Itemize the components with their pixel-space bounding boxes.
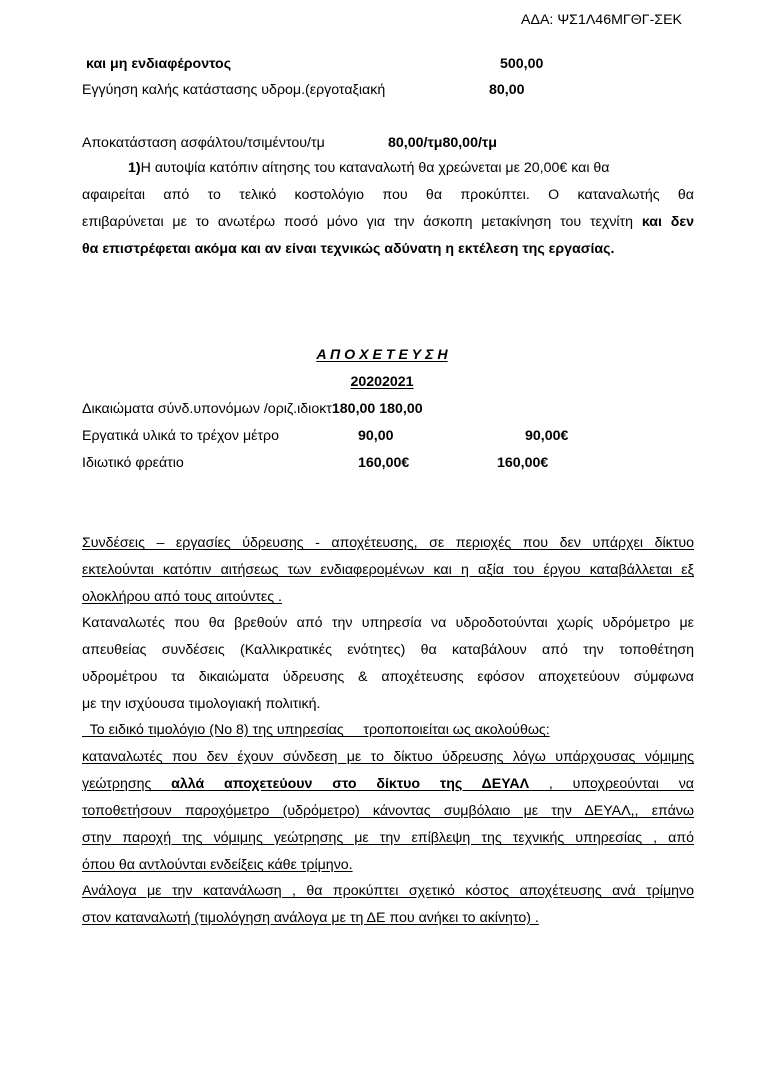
- fee-value: 80,00/τμ80,00/τμ: [388, 135, 497, 151]
- sewer-value-2020: 180,00: [331, 401, 376, 417]
- paragraph-line: τοποθετήσουν παροχόμετρο (υδρόμετρο) κάνοντας συμβόλαιο με την ΔΕΥΑΛ,, επάνω: [82, 803, 694, 819]
- paragraph-line: Συνδέσεις – εργασίες ύδρευσης - αποχέτευσης, σε περιοχές που δεν υπάρχει δίκτυο: [82, 535, 694, 551]
- fee-value: 500,00: [500, 56, 544, 72]
- sewer-value-2021: 160,00€: [497, 455, 549, 471]
- note-text: επιβαρύνεται με το ανωτέρω ποσό μόνο για την άσκοπη μετακίνηση του τεχνίτη: [82, 214, 642, 230]
- note-line: αφαιρείται από το τελικό κοστολόγιο που θα προκύπτει. Ο καταναλωτής θα: [82, 187, 694, 203]
- paragraph-bold-text: αλλά αποχετεύουν στο δίκτυο της ΔΕΥΑΛ: [171, 776, 530, 792]
- paragraph-intro: Το ειδικό τιμολόγιο (Νο 8) της υπηρεσίας τροποποιείται ως ακολούθως:: [82, 722, 550, 738]
- paragraph-line: Καταναλωτές που θα βρεθούν από την υπηρεσία να υδροδοτούνται χωρίς υδρόμετρο με: [82, 615, 694, 631]
- paragraph-line: με την ισχύουσα τιμολογιακή πολιτική.: [82, 696, 321, 712]
- paragraph-line: ολοκλήρου από τους αιτούντες .: [82, 589, 282, 605]
- fee-label: Αποκατάσταση ασφάλτου/τσιμέντου/τμ: [82, 135, 325, 151]
- note-number: 1): [128, 160, 141, 176]
- sewer-value-2021: 180,00: [379, 401, 423, 417]
- note-text: Η αυτοψία κατόπιν αίτησης του καταναλωτή θα χρεώνεται με 20,00€ και θα: [140, 160, 610, 176]
- paragraph-text: , υποχρεούνται να: [529, 776, 694, 792]
- paragraph-line: [82, 776, 694, 792]
- paragraph-line: στην παροχή της νόμιμης γεώτρησης με την επίβλεψη της τεχνικής υπηρεσίας , από: [82, 830, 694, 846]
- paragraph-line: Ανάλογα με την κατανάλωση , θα προκύπτει σχετικό κόστος αποχέτευσης ανά τρίμηνο: [82, 883, 694, 899]
- paragraph-line: υδρομέτρου τα δικαιώματα ύδρευσης & αποχέτευσης εφόσον αποχετεύουν σύμφωνα: [82, 669, 694, 685]
- note-line-bold: θα επιστρέφεται ακόμα και αν είναι τεχνικώς αδύνατη η εκτέλεση της εργασίας.: [82, 241, 615, 257]
- sewer-value-2021: 90,00€: [525, 428, 569, 444]
- paragraph-text: γεώτρησης: [82, 776, 172, 792]
- paragraph-line: καταναλωτές που δεν έχουν σύνδεση με το δίκτυο ύδρευσης λόγω υπάρχουσας νόμιμης: [82, 749, 694, 765]
- note-bold-text: και δεν: [641, 214, 694, 230]
- paragraph-line: εκτελούνται κατόπιν αιτήσεως των ενδιαφερομένων και η αξία του έργου καταβάλλεται εξ: [82, 562, 694, 578]
- paragraph-line: απευθείας συνδέσεις (Καλλικρατικές ενότητες) θα καταβάλουν από την τοποθέτηση: [82, 642, 694, 658]
- fee-value: 80,00: [489, 82, 525, 98]
- section-title: Α Π Ο Χ Ε Τ Ε Υ Σ Η: [316, 347, 448, 363]
- paragraph-line: στον καταναλωτή (τιμολόγηση ανάλογα με τη ΔΕ που ανήκει το ακίνητο) .: [82, 910, 539, 926]
- fee-label: Εγγύηση καλής κατάστασης υδρομ.(εργοταξιακή: [82, 82, 386, 98]
- sewer-row-label: Δικαιώματα σύνδ.υπονόμων /οριζ.ιδιοκτ: [82, 401, 332, 417]
- sewer-row: [82, 401, 423, 417]
- sewer-value-2020: 90,00: [358, 428, 394, 444]
- sewer-value-2020: 160,00€: [358, 455, 410, 471]
- sewer-row-label: Εργατικά υλικά το τρέχον μέτρο: [82, 428, 280, 444]
- ada-code: ΑΔΑ: ΨΣ1Λ46ΜΓΘΓ-ΣΕΚ: [521, 12, 682, 28]
- note-line: [128, 160, 610, 176]
- fee-label: και μη ενδιαφέροντος: [86, 56, 232, 72]
- note-line: [82, 214, 694, 230]
- paragraph-line: όπου θα αντλούνται ενδείξεις κάθε τρίμηνο.: [82, 857, 353, 873]
- sewer-row-label: Ιδιωτικό φρεάτιο: [82, 455, 184, 471]
- section-years: 20202021: [350, 374, 414, 390]
